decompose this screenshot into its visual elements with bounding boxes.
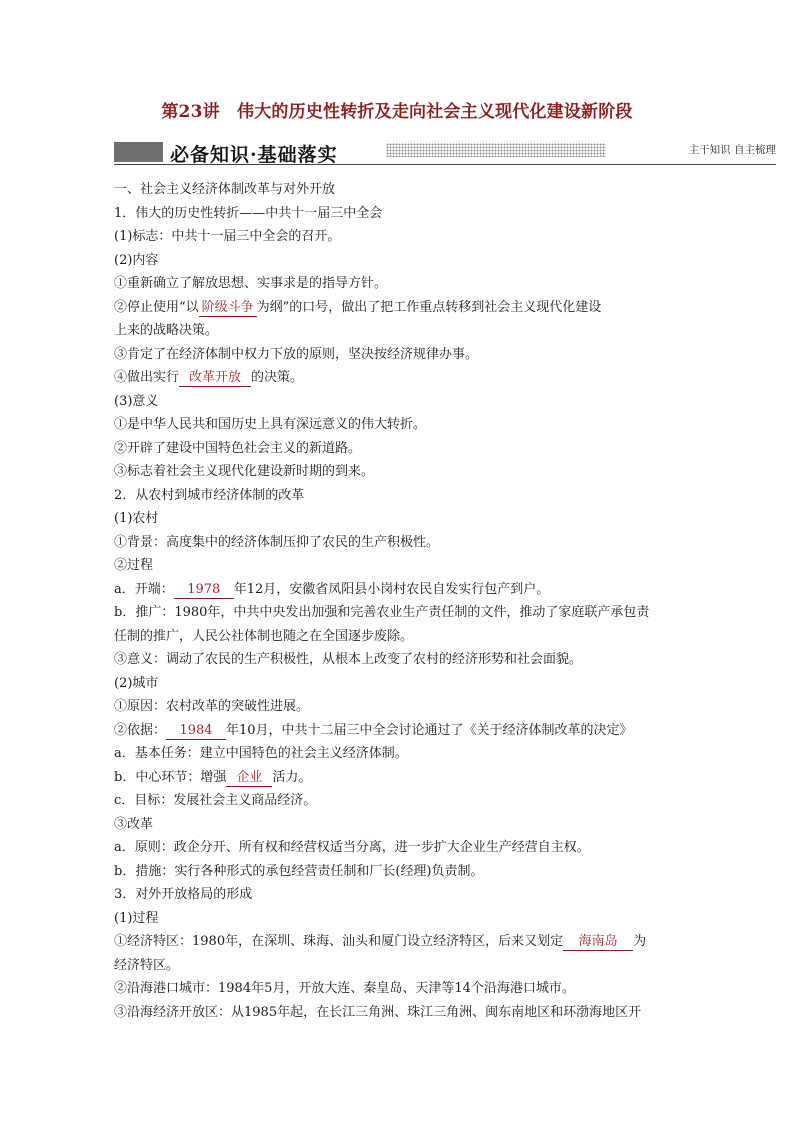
line-35: ②沿海港口城市：1984年5月，开放大连、秦皇岛、天津等14个沿海港口城市。 xyxy=(114,981,575,996)
line-17: ②过程 xyxy=(114,558,154,573)
section-heading: 必备知识·基础落实 xyxy=(170,144,338,166)
line-13: ③标志着社会主义现代化建设新时期的到来。 xyxy=(114,464,375,479)
line-6-before: ②停止使用“以 xyxy=(114,299,199,315)
line-5: ①重新确立了解放思想、实事求是的指导方针。 xyxy=(114,276,388,291)
section-banner xyxy=(114,140,776,166)
line-26 xyxy=(114,766,684,790)
line-26-before: b．中心环节：增强 xyxy=(114,769,227,785)
line-6 xyxy=(114,296,684,320)
line-11: ①是中华人民共和国历史上具有深远意义的伟大转折。 xyxy=(114,417,427,432)
line-24-before: ②依据： xyxy=(114,722,167,738)
banner-block xyxy=(114,142,163,162)
line-28: ③改革 xyxy=(114,816,154,832)
line-6-after: 为纲”的口号，做出了把工作重点转移到社会主义现代化建设 xyxy=(256,299,602,315)
line-32: (1)过程 xyxy=(114,910,159,926)
line-24 xyxy=(114,719,684,743)
section-tag: 主干知识 自主梳理 xyxy=(688,144,776,156)
line-7: 上来的战略决策。 xyxy=(114,323,219,338)
line-19: b．推广：1980年，中共中央发出加强和完善农业生产责任制的文件，推动了家庭联产承包责 xyxy=(114,605,650,620)
line-18 xyxy=(114,578,684,602)
line-4: (2)内容 xyxy=(114,252,159,268)
fill-blank-answer: 阶级斗争 xyxy=(199,299,257,317)
line-18-after: 年12月，安徽省凤阳县小岗村农民自发实行包产到户。 xyxy=(233,581,550,597)
line-15: (1)农村 xyxy=(114,511,159,526)
fill-blank-answer: 企业 xyxy=(226,769,272,787)
line-22: (2)城市 xyxy=(114,675,159,691)
line-36: ③沿海经济开放区：从1985年起，在长江三角洲、珠江三角洲、闽东南地区和环渤海地区开 xyxy=(114,1004,642,1020)
line-9-before: ④做出实行 xyxy=(114,370,180,385)
line-25: a．基本任务：建立中国特色的社会主义经济体制。 xyxy=(114,746,408,761)
line-31: 3．对外开放格局的形成 xyxy=(114,887,253,902)
content-body xyxy=(114,178,684,1024)
line-10: (3)意义 xyxy=(114,393,159,409)
line-12: ②开辟了建设中国特色社会主义的新道路。 xyxy=(114,440,362,456)
line-26-after: 活力。 xyxy=(272,769,312,785)
line-24-after: 年10月，中共十二届三中全会讨论通过了《关于经济体制改革的决定》 xyxy=(226,722,633,738)
page-title: 第23讲 伟大的历史性转折及走向社会主义现代化建设新阶段 xyxy=(161,102,633,122)
line-33-before: ①经济特区：1980年，在深圳、珠海、汕头和厦门设立经济特区，后来又划定 xyxy=(114,934,564,949)
line-20: 任制的推广，人民公社体制也随之在全国逐步废除。 xyxy=(114,628,414,644)
line-2: 1．伟大的历史性转折——中共十一届三中全会 xyxy=(114,205,383,221)
line-34: 经济特区。 xyxy=(114,957,180,973)
line-27: c．目标：发展社会主义商品经济。 xyxy=(114,793,317,808)
line-33 xyxy=(114,930,684,954)
line-33-after: 为 xyxy=(633,934,647,949)
fill-blank-answer: 海南岛 xyxy=(563,933,633,951)
line-16: ①背景：高度集中的经济体制压抑了农民的生产积极性。 xyxy=(114,534,440,550)
line-29: a．原则：政企分开、所有权和经营权适当分离，进一步扩大企业生产经营自主权。 xyxy=(114,840,590,855)
line-1: 一、社会主义经济体制改革与对外开放 xyxy=(114,182,336,197)
banner-dot-pattern xyxy=(386,143,606,157)
line-21: ③意义：调动了农民的生产积极性，从根本上改变了农村的经济形势和社会面貌。 xyxy=(114,652,583,667)
banner-rule xyxy=(114,164,776,165)
line-14: 2．从农村到城市经济体制的改革 xyxy=(114,487,305,503)
line-9 xyxy=(114,366,684,390)
line-8: ③肯定了在经济体制中权力下放的原则，坚决按经济规律办事。 xyxy=(114,346,479,362)
line-9-after: 的决策。 xyxy=(251,370,304,385)
fill-blank-answer: 改革开放 xyxy=(179,369,251,387)
line-18-before: a．开端： xyxy=(114,581,174,597)
line-23: ①原因：农村改革的突破性进展。 xyxy=(114,699,310,714)
line-30: b．措施：实行各种形式的承包经营责任制和厂长(经理)负责制。 xyxy=(114,863,484,879)
fill-blank-answer: 1978 xyxy=(174,581,234,599)
line-3: (1)标志：中共十一届三中全会的召开。 xyxy=(114,229,341,244)
fill-blank-answer: 1984 xyxy=(166,722,226,740)
